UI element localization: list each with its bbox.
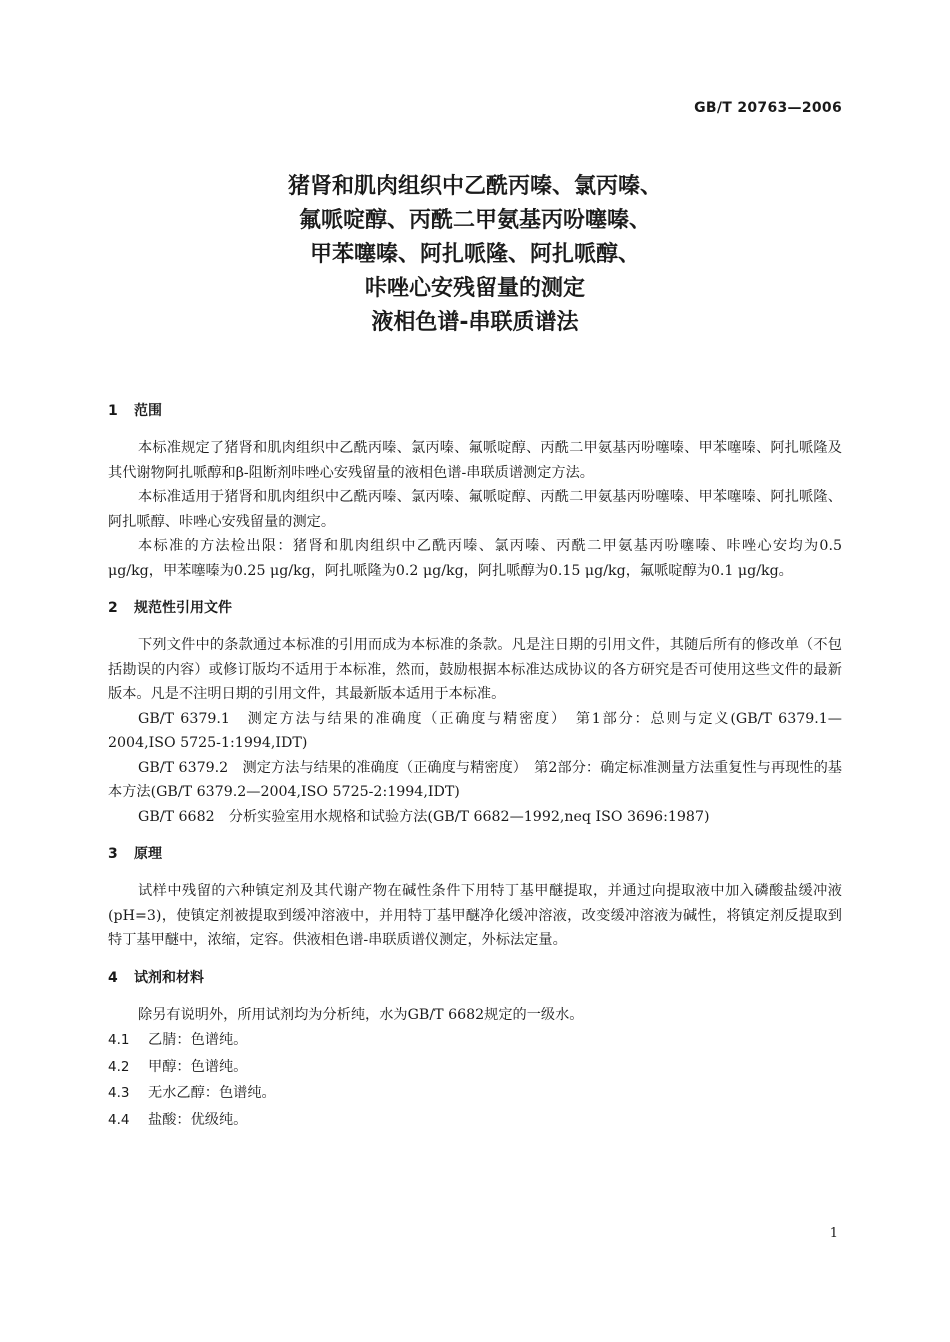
title-line: 液相色谱-串联质谱法 [371,310,579,335]
page-number: 1 [829,1226,838,1241]
title-line: 咔唑心安残留量的测定 [364,276,585,301]
paragraph: 除另有说明外，所用试剂均为分析纯，水为GB/T 6682规定的一级水。 [138,1006,584,1023]
reference-entry: GB/T 6379.2 测定方法与结果的准确度（正确度与精密度） 第2部分：确定标准测量方法重复性与再现性的基本方法(GB/T 6379.2—2004,ISO 5725-2:1994,IDT) [108,759,842,800]
section-heading-normative-references [108,593,842,623]
paragraph: 本标准规定了猪肾和肌肉组织中乙酰丙嗪、氯丙嗪、氟哌啶醇、丙酰二甲氨基丙吩噻嗪、甲苯噻嗪、阿扎哌隆及其代谢物阿扎哌醇和β-阻断剂咔唑心安残留量的液相色谱-串联质谱测定方法。 [108,440,842,481]
section-title: 原理 [134,846,162,862]
item-number: 4.2 [108,1058,130,1075]
reference-entry: GB/T 6682 分析实验室用水规格和试验方法(GB/T 6682—1992,neq ISO 3696:1987) [138,808,710,825]
list-item [108,1080,842,1107]
title-line: 猪肾和肌肉组织中乙酰丙嗪、氯丙嗪、 [287,174,662,199]
section-number: 4 [108,969,118,986]
paragraph: 下列文件中的条款通过本标准的引用而成为本标准的条款。凡是注日期的引用文件，其随后所有的修改单（不包括勘误的内容）或修订版均不适用于本标准，然而，鼓励根据本标准达成协议的各方研究是否可使用这些文件的最新版本。凡是不注明日期的引用文件，其最新版本适用于本标准。 [108,637,842,702]
section-title: 规范性引用文件 [134,600,232,616]
section-heading-scope [108,396,842,426]
paragraph: 本标准适用于猪肾和肌肉组织中乙酰丙嗪、氯丙嗪、氟哌啶醇、丙酰二甲氨基丙吩噻嗪、甲苯噻嗪、阿扎哌隆、阿扎哌醇、咔唑心安残留量的测定。 [108,489,842,530]
item-number: 4.1 [108,1032,130,1048]
title-line: 甲苯噻嗪、阿扎哌隆、阿扎哌醇、 [309,242,640,267]
section-number: 2 [108,600,118,616]
item-number: 4.4 [108,1111,130,1128]
reference-entry: GB/T 6379.1 测定方法与结果的准确度（正确度与精密度） 第1部分：总则与定义(GB/T 6379.1—2004,ISO 5725-1:1994,IDT) [108,710,842,751]
section-number: 3 [108,846,118,862]
section-number: 1 [108,403,118,419]
item-text: 乙腈：色谱纯。 [148,1032,248,1048]
standard-code: GB/T 20763—2006 [694,100,842,116]
section-heading-reagents [108,963,842,993]
item-text: 甲醇：色谱纯。 [148,1058,248,1075]
list-item [108,1027,842,1054]
paragraph: 试样中残留的六种镇定剂及其代谢产物在碱性条件下用特丁基甲醚提取，并通过向提取液中加入磷酸盐缓冲液(pH=3)，使镇定剂被提取到缓冲溶液中，并用特丁基甲醚净化缓冲溶液，改变缓冲溶液为碱性，将镇定剂反提取到特丁基甲醚中，浓缩，定容。供液相色谱-串联质谱仪测定，外标法定量。 [108,883,842,948]
section-title: 范围 [134,403,162,419]
item-text: 无水乙醇：色谱纯。 [148,1085,276,1101]
list-item [108,1107,842,1134]
item-number: 4.3 [108,1085,130,1101]
paragraph: 本标准的方法检出限：猪肾和肌肉组织中乙酰丙嗪、氯丙嗪、丙酰二甲氨基丙吩噻嗪、咔唑心安均为0.5 μg/kg，甲苯噻嗪为0.25 μg/kg，阿扎哌隆为0.2 μg/kg，阿扎哌醇为0.15 μg/kg，氟哌啶醇为0.1 μg/kg。 [108,538,842,579]
section-title: 试剂和材料 [134,969,204,986]
document-body [108,396,842,1133]
title-line: 氟哌啶醇、丙酰二甲氨基丙吩噻嗪、 [298,208,651,233]
item-text: 盐酸：优级纯。 [148,1111,248,1128]
section-heading-principle [108,839,842,869]
list-item [108,1054,842,1081]
document-title [0,170,950,340]
